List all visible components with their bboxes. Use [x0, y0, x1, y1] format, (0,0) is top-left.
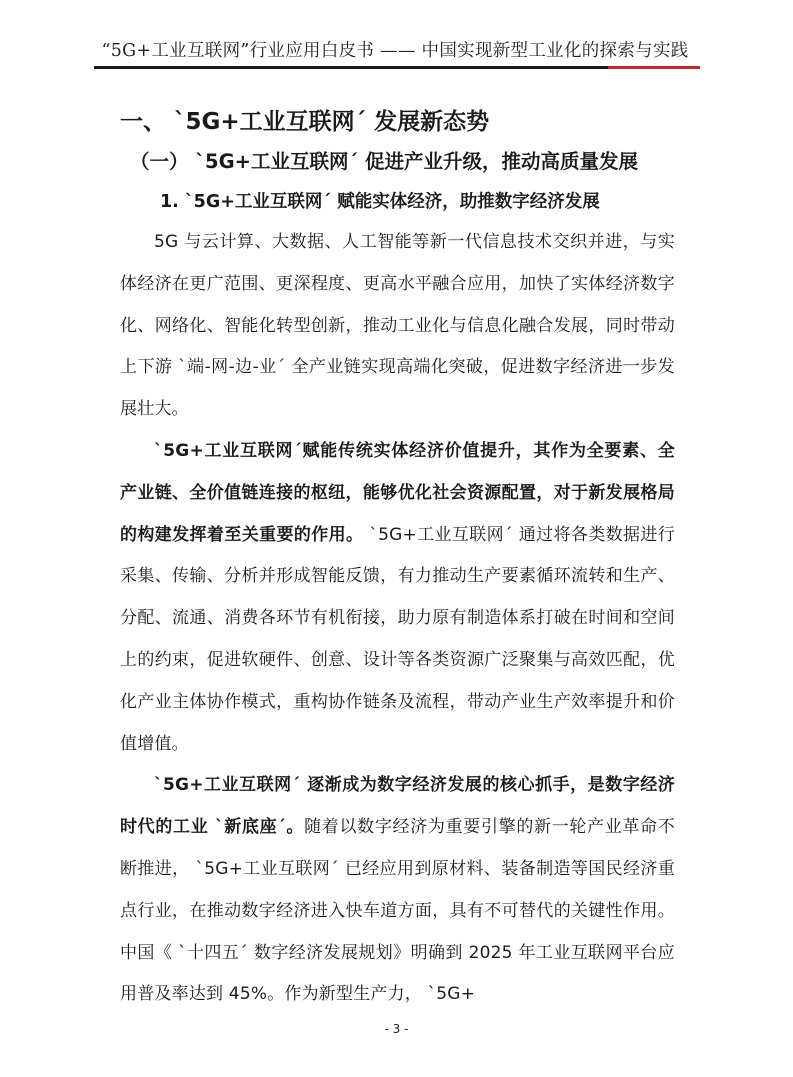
- paragraph-3-lead: ˋ5G+工业互联网ˊ 逐渐成为数字经济发展的核心抓手，是数字经济时代的工业 ˋ新底座ˊ。: [120, 775, 675, 838]
- page-number: - 3 -: [384, 1022, 409, 1036]
- section-heading-level2: （一） ˋ5G+工业互联网ˊ 促进产业升级，推动高质量发展: [130, 150, 638, 173]
- header-rule-black: [94, 66, 608, 69]
- document-body: [120, 102, 675, 1016]
- paragraph-3-body: 随着以数字经济为重要引擎的新一轮产业革命不断推进， ˋ5G+工业互联网ˊ 已经应用到原材料、装备制造等国民经济重点行业，在推动数字经济进入快车道方面，具有不可替代的关键性作用。中国《 ˋ十四五ˊ 数字经济发展规划》明确到 2025 年工业互联网平台应用普及率达到 45%。作为新型生产力， ˋ5G+: [120, 817, 675, 1005]
- paragraph-1: 5G 与云计算、大数据、人工智能等新一代信息技术交织并进，与实体经济在更广范围、更深程度、更高水平融合应用，加快了实体经济数字化、网络化、智能化转型创新，推动工业化与信息化融合发展，同时带动上下游 ˋ端-网-边-业ˊ 全产业链实现高端化突破，促进数字经济进一步发展壮大。: [120, 232, 675, 420]
- paragraph-3: [120, 765, 675, 1016]
- running-header-title: “5G+工业互联网”行业应用白皮书 —— 中国实现新型工业化的探索与实践: [101, 41, 689, 61]
- paragraph-2-body: ˋ5G+工业互联网ˊ 通过将各类数据进行采集、传输、分析并形成智能反馈，有力推动生产要素循环流转和生产、分配、流通、消费各环节有机衔接，助力原有制造体系打破在时间和空间上的约束，促进软硬件、创意、设计等各类资源广泛聚集与高效匹配，优化产业主体协作模式，重构协作链条及流程，带动产业生产效率提升和价值增值。: [120, 524, 675, 754]
- section-heading-level1: 一、 ˋ5G+工业互联网ˊ 发展新态势: [120, 109, 490, 135]
- paragraph-2: [120, 431, 675, 765]
- header-rule-red-accent: [608, 66, 700, 69]
- section-heading-level3: 1. ˋ5G+工业互联网ˊ 赋能实体经济，助推数字经济发展: [160, 192, 600, 212]
- paragraph-2-lead: ˋ5G+工业互联网ˊ赋能传统实体经济价值提升，其作为全要素、全产业链、全价值链连接的枢纽，能够优化社会资源配置，对于新发展格局的构建发挥着至关重要的作用。: [120, 440, 675, 545]
